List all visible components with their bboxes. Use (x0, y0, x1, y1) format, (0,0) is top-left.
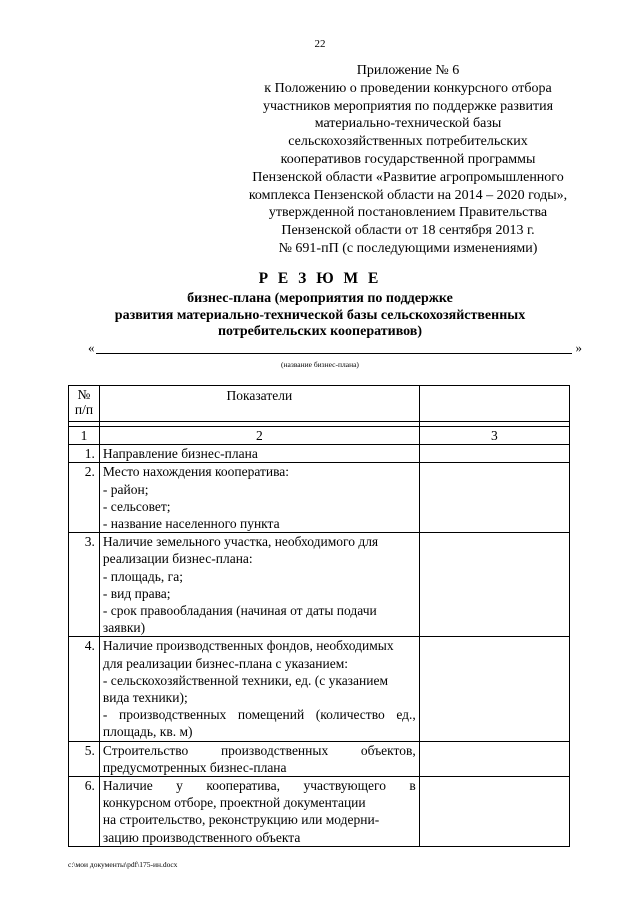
row-line: - район; (102, 481, 149, 497)
summary-table (68, 385, 570, 847)
open-quote: « (88, 340, 95, 355)
appendix-line: участников мероприятия по поддержке развития (262, 98, 554, 114)
header-number: № п/п (69, 386, 100, 422)
appendix-header (228, 62, 588, 258)
row-line: реализации бизнес-плана: (102, 551, 253, 567)
row-line: вида техники); (102, 690, 188, 706)
appendix-line: к Положению о проведении конкурсного отбора (264, 80, 552, 96)
column-number-row (69, 427, 570, 445)
table-row (69, 445, 570, 463)
row-description (99, 741, 419, 776)
row-line: - сельсовет; (102, 498, 171, 514)
row-number: 2. (69, 463, 100, 533)
row-value-cell (419, 777, 569, 847)
row-value-cell (419, 741, 569, 776)
column-number: 1 (69, 427, 100, 445)
header-value (419, 386, 569, 422)
table-row (69, 741, 570, 776)
table-row (69, 637, 570, 741)
appendix-line: № 691-пП (с последующими изменениями) (278, 240, 538, 256)
row-description (99, 463, 419, 533)
appendix-line: сельскохозяйственных потребительских (288, 134, 528, 150)
row-line: Направление бизнес-плана (102, 446, 258, 462)
appendix-line: Пензенской области «Развитие агропромышленного (252, 169, 564, 185)
plan-name-caption: (название бизнес-плана) (281, 360, 359, 369)
column-number: 3 (419, 427, 569, 445)
row-value-cell (419, 533, 569, 637)
appendix-line: материально-технической базы (314, 116, 502, 132)
row-description (99, 445, 419, 463)
row-line: Наличие у кооператива, участвующего в (102, 778, 416, 794)
row-line: - срок правообладания (начиная от даты подачи (102, 603, 377, 619)
header-indicators: Показатели (99, 386, 419, 422)
document-title: Р Е З Ю М Е (258, 270, 382, 287)
table-header-row (69, 386, 570, 422)
row-number: 1. (69, 445, 100, 463)
row-value-cell (419, 445, 569, 463)
appendix-line: Приложение № 6 (356, 63, 460, 78)
row-line: площадь, кв. м) (102, 724, 193, 740)
row-description (99, 533, 419, 637)
table-row (69, 777, 570, 847)
row-description (99, 777, 419, 847)
row-number: 5. (69, 741, 100, 776)
appendix-line: кооперативов государственной программы (280, 151, 536, 167)
column-number: 2 (99, 427, 419, 445)
row-line: заявки) (102, 620, 146, 636)
row-line: - вид права; (102, 585, 171, 601)
subtitle-line: бизнес-плана (мероприятия по поддержке (187, 291, 453, 306)
row-line: - площадь, га; (102, 568, 183, 584)
row-line: Наличие производственных фондов, необходимых (102, 638, 394, 654)
plan-name-field (88, 340, 582, 356)
subtitle-line: потребительских кооперативов) (217, 324, 423, 339)
row-line: Строительство производственных объектов, (102, 742, 416, 758)
row-value-cell (419, 463, 569, 533)
row-line: - производственных помещений (количество ед., (102, 707, 416, 723)
row-line: для реализации бизнес-плана с указанием: (102, 655, 348, 671)
row-description (99, 637, 419, 741)
row-number: 4. (69, 637, 100, 741)
row-line: Наличие земельного участка, необходимого для (102, 534, 379, 550)
plan-name-underline (96, 353, 572, 354)
appendix-line: утвержденной постановлением Правительства (268, 205, 548, 221)
row-value-cell (419, 637, 569, 741)
row-line: конкурсном отборе, проектной документации (102, 795, 366, 811)
file-path-footer: c:\мои документы\pdf\175-ин.docx (68, 860, 178, 869)
page-number: 22 (314, 38, 326, 50)
row-number: 6. (69, 777, 100, 847)
row-number: 3. (69, 533, 100, 637)
row-line: зацию производственного объекта (102, 829, 301, 845)
row-line: Место нахождения кооператива: (102, 464, 290, 480)
document-subtitle (60, 291, 580, 341)
appendix-line: Пензенской области от 18 сентября 2013 г. (281, 223, 535, 239)
row-line: - название населенного пункта (102, 516, 280, 532)
table-row (69, 463, 570, 533)
subtitle-line: развития материально-технической базы сельскохозяйственных (114, 307, 526, 323)
close-quote: » (575, 340, 582, 355)
appendix-line: комплекса Пензенской области на 2014 – 2020 годы», (248, 187, 568, 203)
row-line: предусмотренных бизнес-плана (102, 759, 287, 775)
row-line: на строительство, реконструкцию или модерни- (102, 812, 380, 828)
table-row (69, 533, 570, 637)
row-line: - сельскохозяйственной техники, ед. (с указанием (102, 672, 388, 688)
